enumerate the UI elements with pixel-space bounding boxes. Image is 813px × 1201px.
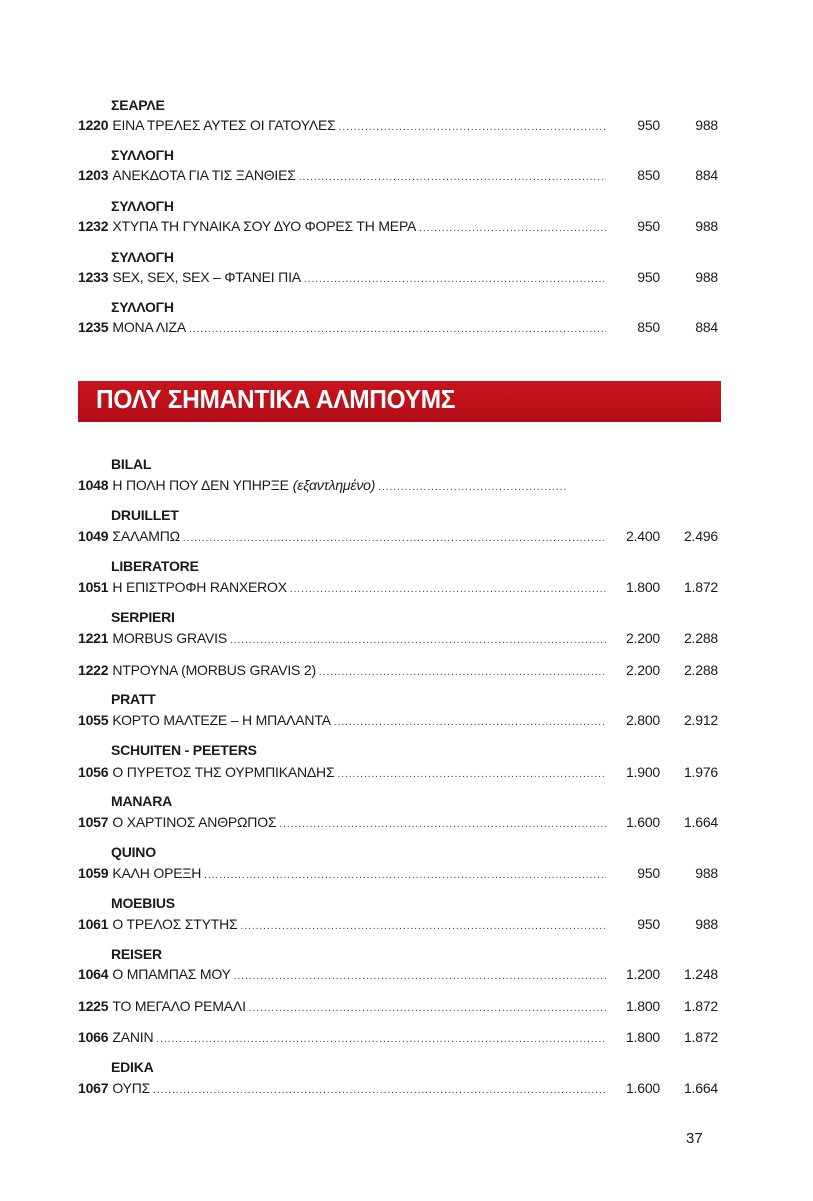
dot-leader xyxy=(189,324,606,335)
price-drachma: 1.200 xyxy=(625,966,660,982)
catalog-row xyxy=(78,966,718,984)
catalog-row xyxy=(78,117,718,135)
catalog-code: 1221 xyxy=(78,630,109,646)
dot-leader xyxy=(378,482,568,493)
page-number: 37 xyxy=(686,1130,703,1147)
dot-leader xyxy=(334,717,606,728)
price-drachma: 950 xyxy=(637,218,660,234)
catalog-code: 1049 xyxy=(78,528,109,544)
catalog-code: 1056 xyxy=(78,764,109,780)
price-drachma: 1.800 xyxy=(625,1029,660,1045)
author-name: ΣΥΛΛΟΓΗ xyxy=(111,198,174,214)
price-with-vat: 1.248 xyxy=(683,966,718,982)
dot-leader xyxy=(419,223,606,234)
price-with-vat: 884 xyxy=(695,319,718,335)
price-with-vat: 1.664 xyxy=(683,1080,718,1096)
catalog-code: 1064 xyxy=(78,966,109,982)
author-name: DRUILLET xyxy=(111,507,179,523)
price-with-vat: 988 xyxy=(695,865,718,881)
catalog-code: 1233 xyxy=(78,269,109,285)
price-drachma: 1.600 xyxy=(625,1080,660,1096)
catalog-code: 1048 xyxy=(78,477,109,493)
catalog-row xyxy=(78,712,718,730)
book-title: ΚΟΡΤΟ ΜΑΛΤΕΖΕ – Η ΜΠΑΛΑΝΤΑ xyxy=(112,712,331,728)
catalog-row xyxy=(78,167,718,185)
price-drachma: 1.800 xyxy=(625,579,660,595)
price-with-vat: 988 xyxy=(695,916,718,932)
price-with-vat: 988 xyxy=(695,269,718,285)
catalog-code: 1055 xyxy=(78,712,109,728)
dot-leader xyxy=(290,584,606,595)
price-drachma: 950 xyxy=(637,117,660,133)
dot-leader xyxy=(299,172,606,183)
author-name: LIBERATORE xyxy=(111,558,199,574)
price-with-vat: 2.288 xyxy=(683,630,718,646)
book-title: Η ΕΠΙΣΤΡΟΦΗ RANXEROX xyxy=(112,579,287,595)
book-title: Ο ΜΠΑΜΠΑΣ ΜΟΥ xyxy=(112,966,231,982)
author-name: ΣΥΛΛΟΓΗ xyxy=(111,147,174,163)
book-title: ΚΑΛΗ ΟΡΕΞΗ xyxy=(112,865,202,881)
dot-leader xyxy=(337,769,606,780)
price-drachma: 1.900 xyxy=(625,764,660,780)
book-title: ΕΙΝΑ ΤΡΕΛΕΣ ΑΥΤΕΣ ΟΙ ΓΑΤΟΥΛΕΣ xyxy=(112,117,336,133)
book-title: Ο ΠΥΡΕΤΟΣ ΤΗΣ ΟΥΡΜΠΙΚΑΝΔΗΣ xyxy=(112,764,335,780)
book-title: ΧΤΥΠΑ ΤΗ ΓΥΝΑΙΚΑ ΣΟΥ ΔΥΟ ΦΟΡΕΣ ΤΗ ΜΕΡΑ xyxy=(112,218,417,234)
author-name: BILAL xyxy=(111,456,152,472)
dot-leader xyxy=(204,870,606,881)
dot-leader xyxy=(234,971,606,982)
price-with-vat: 1.872 xyxy=(683,1029,718,1045)
price-drachma: 1.600 xyxy=(625,814,660,830)
catalog-code: 1222 xyxy=(78,662,109,678)
book-title: ΖΑΝΙΝ xyxy=(112,1029,154,1045)
price-with-vat: 884 xyxy=(695,167,718,183)
dot-leader xyxy=(240,921,606,932)
dot-leader xyxy=(304,274,606,285)
price-drachma: 850 xyxy=(637,319,660,335)
catalog-row xyxy=(78,865,718,883)
dot-leader xyxy=(249,1003,606,1014)
catalog-code: 1220 xyxy=(78,117,109,133)
author-name: REISER xyxy=(111,946,162,962)
book-title: ΜΟΝΑ ΛΙΖΑ xyxy=(112,319,187,335)
catalog-code: 1225 xyxy=(78,998,109,1014)
book-title: Ο ΧΑΡΤΙΝΟΣ ΑΝΘΡΩΠΟΣ xyxy=(112,814,277,830)
book-title: ΝΤΡΟΥΝΑ (MORBUS GRAVIS 2) xyxy=(112,662,316,678)
book-title: Ο ΤΡΕΛΟΣ ΣΤΥΤΗΣ xyxy=(112,916,238,932)
author-name: MANARA xyxy=(111,793,173,809)
catalog-code: 1061 xyxy=(78,916,109,932)
price-with-vat: 988 xyxy=(695,117,718,133)
catalog-row xyxy=(78,662,718,680)
book-title: Η ΠΟΛΗ ΠΟΥ ΔΕΝ ΥΠΗΡΞΕ xyxy=(112,477,289,493)
author-name: MOEBIUS xyxy=(111,895,175,911)
dot-leader xyxy=(183,533,606,544)
book-title: ΤΟ ΜΕΓΑΛΟ ΡΕΜΑΛΙ xyxy=(112,998,246,1014)
book-title: SEX, SEX, SEX – ΦΤΑΝΕΙ ΠΙΑ xyxy=(112,269,301,285)
dot-leader xyxy=(230,635,606,646)
availability-note: (εξαντλημένο) xyxy=(292,477,376,493)
catalog-row xyxy=(78,579,718,597)
author-name: PRATT xyxy=(111,691,156,707)
book-title: ΑΝΕΚΔΟΤΑ ΓΙΑ ΤΙΣ ΞΑΝΘΙΕΣ xyxy=(112,167,296,183)
catalog-code: 1067 xyxy=(78,1080,109,1096)
price-with-vat: 2.912 xyxy=(683,712,718,728)
section-banner-title: ΠΟΛΥ ΣΗΜΑΝΤΙΚΑ ΑΛΜΠΟΥΜΣ xyxy=(96,384,456,414)
catalog-code: 1051 xyxy=(78,579,109,595)
author-name: SERPIERI xyxy=(111,609,175,625)
price-with-vat: 1.872 xyxy=(683,998,718,1014)
catalog-row xyxy=(78,528,718,546)
author-name: QUINO xyxy=(111,844,156,860)
catalog-code: 1057 xyxy=(78,814,109,830)
price-drachma: 1.800 xyxy=(625,998,660,1014)
book-title: ΣΑΛΑΜΠΩ xyxy=(112,528,180,544)
dot-leader xyxy=(156,1034,606,1045)
price-with-vat: 2.288 xyxy=(683,662,718,678)
catalog-row xyxy=(78,1029,718,1047)
catalog-row xyxy=(78,218,718,236)
catalog-row xyxy=(78,269,718,287)
author-name: EDIKA xyxy=(111,1059,154,1075)
dot-leader xyxy=(153,1085,606,1096)
catalog-row xyxy=(78,764,718,782)
catalog-code: 1232 xyxy=(78,218,109,234)
price-with-vat: 1.976 xyxy=(683,764,718,780)
price-drachma: 950 xyxy=(637,269,660,285)
price-with-vat: 1.664 xyxy=(683,814,718,830)
catalog-code: 1066 xyxy=(78,1029,109,1045)
price-drachma: 950 xyxy=(637,865,660,881)
catalog-row xyxy=(78,319,718,337)
catalog-row xyxy=(78,998,718,1016)
book-title: MORBUS GRAVIS xyxy=(112,630,227,646)
author-name: ΣΥΛΛΟΓΗ xyxy=(111,249,174,265)
catalog-row xyxy=(78,814,718,832)
section-banner xyxy=(78,381,721,422)
price-drachma: 950 xyxy=(637,916,660,932)
price-drachma: 2.200 xyxy=(625,662,660,678)
author-name: ΣΥΛΛΟΓΗ xyxy=(111,299,174,315)
price-drachma: 2.200 xyxy=(625,630,660,646)
catalog-row xyxy=(78,630,718,648)
book-title: ΟΥΠΣ xyxy=(112,1080,151,1096)
price-drachma: 850 xyxy=(637,167,660,183)
dot-leader xyxy=(279,819,606,830)
catalog-code: 1203 xyxy=(78,167,109,183)
catalog-row xyxy=(78,477,718,495)
catalog-code: 1235 xyxy=(78,319,109,335)
author-name: SCHUITEN - PEETERS xyxy=(111,742,257,758)
price-with-vat: 1.872 xyxy=(683,579,718,595)
catalog-row xyxy=(78,916,718,934)
catalog-row xyxy=(78,1080,718,1098)
author-name: ΣΕΑΡΛΕ xyxy=(111,97,165,113)
price-with-vat: 2.496 xyxy=(683,528,718,544)
dot-leader xyxy=(339,122,606,133)
catalog-code: 1059 xyxy=(78,865,109,881)
price-drachma: 2.400 xyxy=(625,528,660,544)
dot-leader xyxy=(319,667,606,678)
price-with-vat: 988 xyxy=(695,218,718,234)
price-drachma: 2.800 xyxy=(625,712,660,728)
